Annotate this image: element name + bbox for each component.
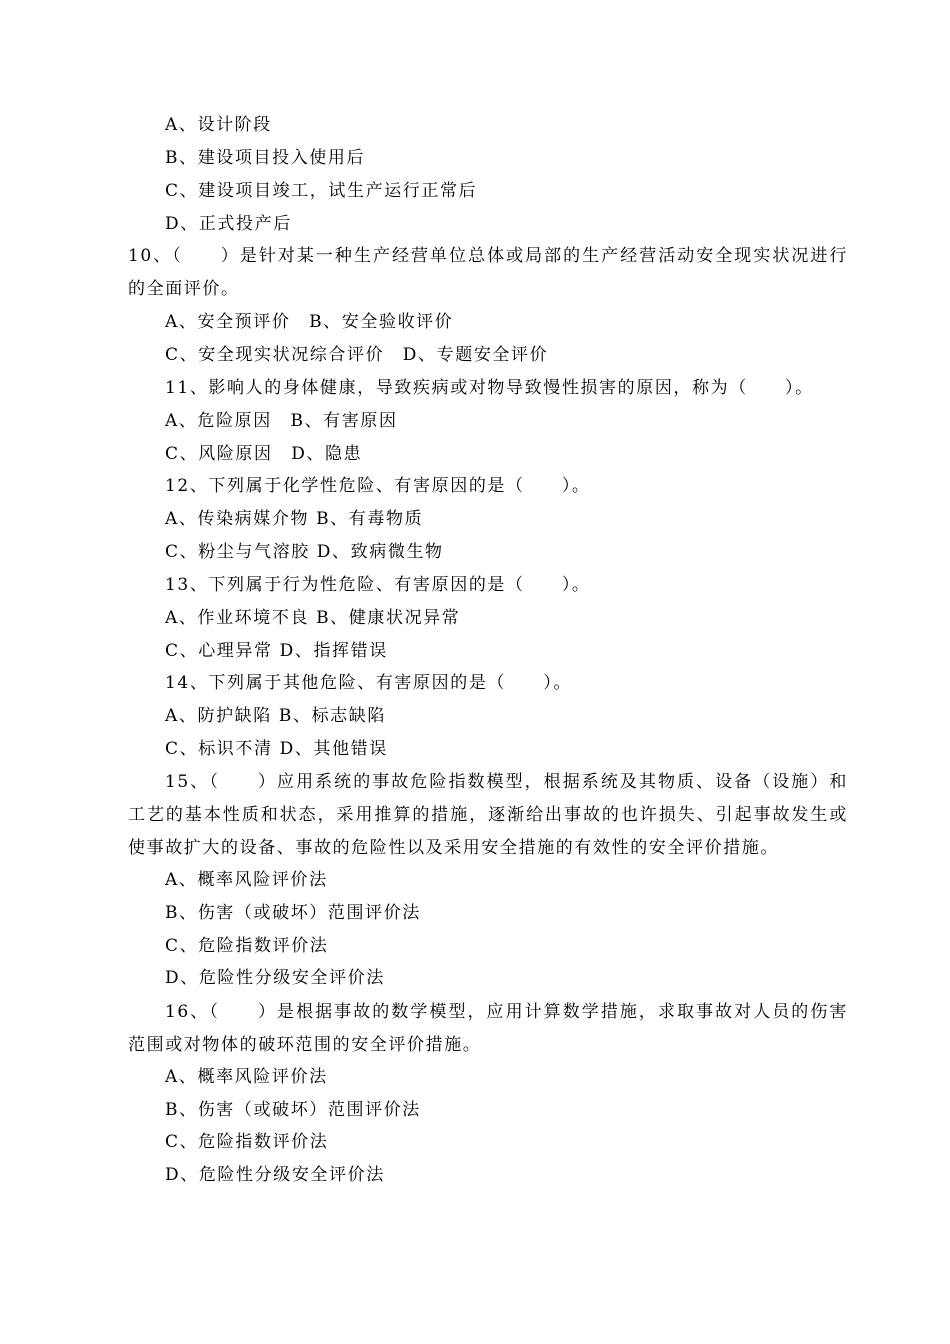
question-13: 13、下列属于行为性危险、有害原因的是（ ）。 [165,575,591,595]
question-14-options-cd: C、标识不清 D、其他错误 [165,739,388,759]
option-prev-a: A、设计阶段 [165,115,272,135]
question-13-options-ab: A、作业环境不良 B、健康状况异常 [165,608,461,628]
question-12-options-ab: A、传染病媒介物 B、有毒物质 [165,509,424,529]
question-13-options-cd: C、心理异常 D、指挥错误 [165,641,388,661]
question-15-option-b: B、伤害（或破坏）范围评价法 [165,903,421,923]
question-14: 14、下列属于其他危险、有害原因的是（ ）。 [165,673,572,693]
question-10: 10、（ ）是针对某一种生产经营单位总体或局部的生产经营活动安全现实状况进行的全面评价。 [128,246,848,299]
question-15-option-d: D、危险性分级安全评价法 [165,968,385,988]
question-16-option-c: C、危险指数评价法 [165,1132,329,1152]
question-15: 15、（ ）应用系统的事故危险指数模型，根据系统及其物质、设备（设施）和工艺的基本性质和状态，采用推算的措施，逐渐给出事故的也许损失、引起事故发生或使事故扩大的设备、事故的危险性以及采用安全措施的有效性的安全评价措施。 [128,772,848,858]
question-11-options-ab: A、危险原因 B、有害原因 [165,411,398,431]
question-14-options-ab: A、防护缺陷 B、标志缺陷 [165,706,386,726]
question-16: 16、（ ）是根据事故的数学模型，应用计算数学措施，求取事故对人员的伤害范围或对物体的破环范围的安全评价措施。 [128,1002,848,1055]
question-11-options-cd: C、风险原因 D、隐患 [165,444,363,464]
question-12-options-cd: C、粉尘与气溶胶 D、致病微生物 [165,542,444,562]
option-prev-b: B、建设项目投入使用后 [165,148,366,168]
question-16-option-b: B、伤害（或破坏）范围评价法 [165,1100,421,1120]
question-11: 11、影响人的身体健康，导致疾病或对物导致慢性损害的原因，称为（ ）。 [165,378,814,398]
question-15-option-c: C、危险指数评价法 [165,936,329,956]
question-16-option-d: D、危险性分级安全评价法 [165,1165,385,1185]
question-10-options-ab: A、安全预评价 B、安全验收评价 [165,312,454,332]
question-15-option-a: A、概率风险评价法 [165,870,328,890]
option-prev-d: D、正式投产后 [165,214,292,234]
option-prev-c: C、建设项目竣工，试生产运行正常后 [165,181,478,201]
question-12: 12、下列属于化学性危险、有害原因的是（ ）。 [165,476,591,496]
question-10-options-cd: C、安全现实状况综合评价 D、专题安全评价 [165,345,549,365]
question-16-option-a: A、概率风险评价法 [165,1067,328,1087]
